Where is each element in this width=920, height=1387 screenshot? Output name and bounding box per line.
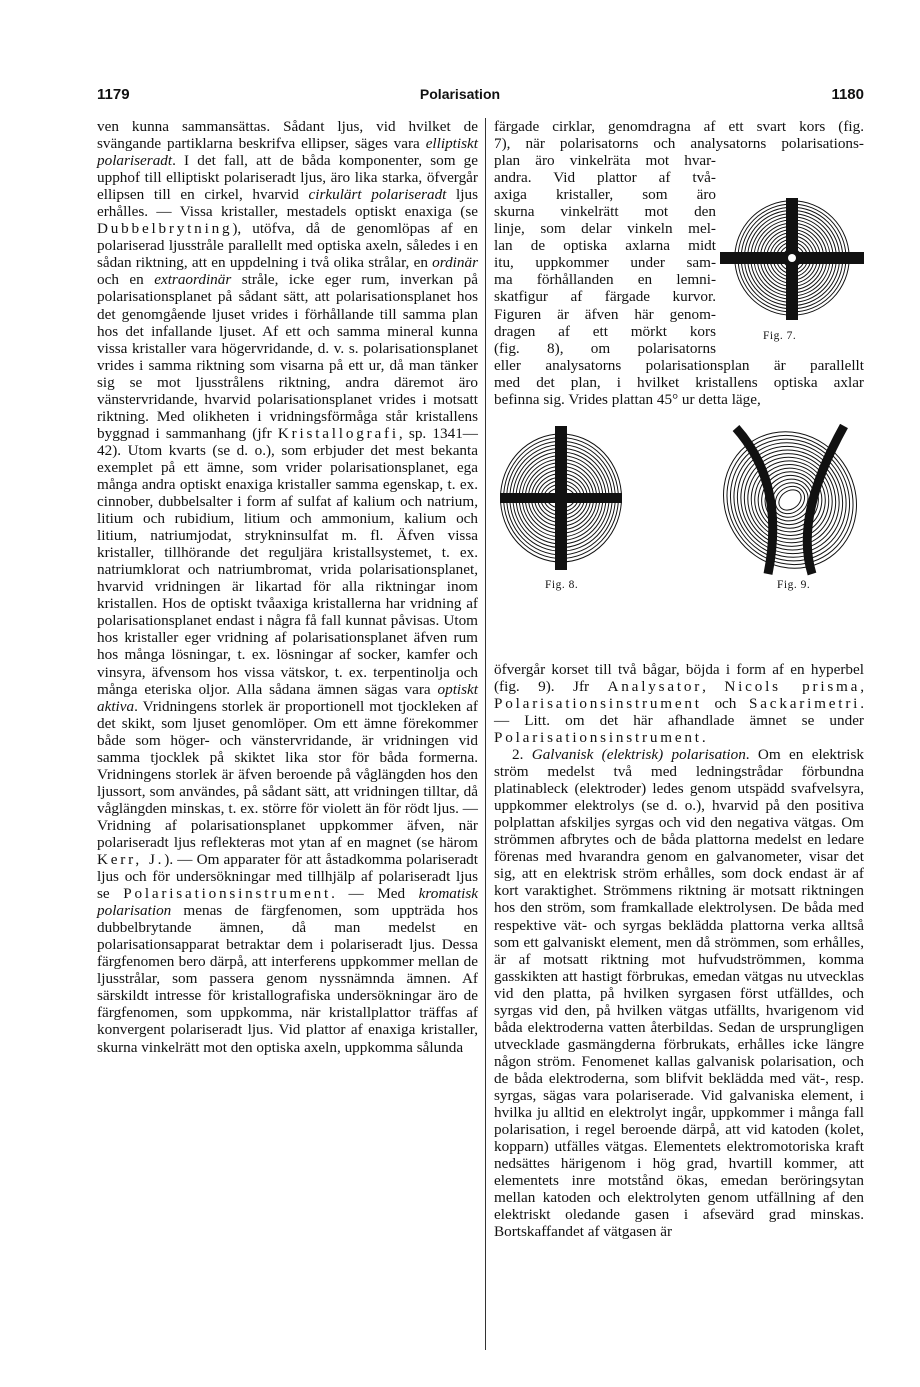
fig7-caption: Fig. 7. <box>763 330 797 342</box>
lemniscate-cross-icon <box>500 424 622 572</box>
text-run: . Om en elektrisk ström medelst två med ledningstrådar förbundna platinableck (elektroder) ledes genom utspädd svafvelsyra, uppkommer elektrolys (se d. o.), hvarvid på den positiva polplattan afskiljes syrgas och vid den negativa vätgas. Om strömmen afbrytes och de båda plattorna medelst en ledare förenas med hvarandra genom en galvanometer, visar det sig, att en elektrisk ström erhålles, som dock endast är af kort varaktighet. Strömmens riktning är motsatt riktningen hos den ström, som framkallade elektrolysen. De båda med respektive vät- och syrgas beklädda plattorna verka alltså som ett galvaniskt element, men då strömmen, som erhålles, är af motsatt riktning mot hufvudströmmen, komma gasskikten att hastigt förbrukas, emedan vätgas nu utvecklas vid den platta, på hvilken syrgasen först utfälldes, och syrgas vid den, på hvilken vätgas utfällts, hvarigenom vid båda elektroderna vatten återbildas. Sedan de ursprungligen utvecklade gasmängderna förbrukats, erhålles icke längre någon ström. Fenomenet kallas galvanisk polarisation, och de båda elektroderna, som blifvit beklädda med vät-, resp. syrgas, sägas vara polariserade. Vid galvaniska element, i hvilka ju alltid en elektrolyt ingår, uppkommer i många fall polarisation, i regel beroende därpå, att vid katoden (kolet, kopparn) utfälles vätgas. Elementets elektromotoriska kraft nedsättes härigenom i hög grad, hvartill kommer, att elementets inre motstånd ökas, emedan beröringsytan mellan katoden och elektrolyten genom utfällning af den elektriskt oledande gasen i afsevärd grad minskas. Bortskaffandet af vätgasen är <box>494 746 864 1241</box>
column-divider <box>485 118 486 1350</box>
page-number-left: 1179 <box>97 86 130 103</box>
right-column-bottom-text <box>494 661 864 1241</box>
lemniscate-hyperbola-icon <box>716 424 864 576</box>
text-line: befinna sig. Vrides plattan 45° ur detta läge, <box>494 390 761 408</box>
paragraph <box>494 661 864 746</box>
concentric-rings-cross-icon <box>718 196 866 326</box>
text-run: ven kunna sammansättas. Sådant ljus, vid hvilket de svängande partiklarna beskrifva ellipser, säges vara <box>97 118 478 153</box>
italic-text: Galvanisk (elektrisk) polarisation <box>531 746 746 764</box>
italic-text: elliptiskt polariseradt <box>97 135 478 170</box>
text-line: färgade cirklar, genomdragna af ett svart kors (fig. <box>494 118 864 135</box>
spaced-reference: Dubbelbrytning <box>97 220 233 238</box>
text-run: . I det fall, att de båda komponenter, som ge upphof till elliptiskt polariseradt ljus, äro lika starka, öfvergår ellipsen till en cirkel, hvarvid <box>97 152 478 204</box>
text-run: ), utöfva, då de genomlöpas af en polariserad ljusstråle parallellt med optiska axeln, således i en sådan riktning, att en uppdelning i två olika strålar, en <box>97 220 478 272</box>
text-run: stråle, icke eger rum, inverkan på polarisationsplanet på sådant sätt, att polarisationsplanet hos det genomgående ljuset vrides i förhållande till samma plan hos det infallande ljuset. Af ett och samma mineral kunna vissa kristaller vara högervridande, d. v. s. polarisationsplanet vrides i samma riktning som visarna på ett ur, då man tänker sig se mot ljusstrålens riktning, andra däremot äro vänstervridande, hvarvid polarisationsplanet vrides i motsatt riktning. Med olikheten i vridningsförmåga står kristallens byggnad i sammanhang (jfr <box>97 271 478 442</box>
text-line: skurna vinkelrätt mot den <box>494 203 716 221</box>
italic-text: kromatisk polarisation <box>97 885 478 920</box>
text-run: , <box>702 677 725 695</box>
text-run: och <box>701 694 749 712</box>
page-number-right: 1180 <box>831 86 864 103</box>
text-line: dragen af ett mörkt kors <box>494 322 716 340</box>
text-line: axiga kristaller, som äro <box>494 186 716 204</box>
spaced-reference: Polarisationsinstrument <box>494 694 702 712</box>
spaced-reference: Polarisationsinstrument <box>494 728 702 746</box>
fig9-caption: Fig. 9. <box>777 579 811 591</box>
spaced-reference: Kerr, J. <box>97 851 165 869</box>
text-line: Figuren är äfven här genom- <box>494 305 716 323</box>
text-run: . Vridningens storlek är proportionell mot tjockleken af det skikt, som ljuset genomlöper. Om ett ämne förekommer både som höger- och vänstervridande, är vridningen vid samma tjocklek på skiktet lika stor för båda formerna. Vridningens storlek är äfven beroende på våglängden hos den ljussort, som användes, på sådant sätt, att vridningen tilltar, då våglängden minskas, t. ex. större för violett än för rödt ljus. — Vridning af polarisationsplanet uppkommer äfven, när polariseradt ljus reflekteras mot ytan af en magnet (se härom <box>97 697 478 851</box>
text-run: 2. <box>512 746 532 764</box>
spaced-reference: Polarisationsinstrument <box>123 885 332 903</box>
italic-text: optiskt aktiva <box>97 680 478 715</box>
text-line: (fig. 8), om polarisatorns <box>494 339 716 357</box>
text-line: andra. Vid plattor af två- <box>494 169 716 187</box>
text-run: . — Litt. om det här afhandlade ämnet se under <box>494 694 864 729</box>
fig8-caption: Fig. 8. <box>545 579 579 591</box>
text-run: ljus erhålles. — Vissa kristaller, mestadels optiskt enaxiga (se <box>97 186 478 221</box>
text-run: , <box>860 677 865 695</box>
text-line: itu, uppkommer under sam- <box>494 254 716 272</box>
text-line: ma förhållanden en lemni- <box>494 271 716 289</box>
spaced-reference: Kristallografi <box>277 424 399 442</box>
spaced-reference: Analysator <box>607 677 703 695</box>
paragraph <box>97 118 478 1056</box>
text-line: lan de optiska axlarna midt <box>494 237 716 255</box>
text-line: med det plan, i hvilket kristallens optiska axlar <box>494 373 864 391</box>
text-line: linje, som delar vinkeln mel- <box>494 220 716 238</box>
text-run: öfvergår korset till två bågar, böjda i form af en hyperbel (fig. 9). Jfr <box>494 660 864 695</box>
text-run: . <box>701 728 706 746</box>
left-column <box>97 118 478 1056</box>
running-title: Polarisation <box>419 86 501 102</box>
italic-text: extraordinär <box>154 271 232 289</box>
text-line: plan äro vinkelräta mot hvar- <box>494 152 716 170</box>
text-run: och en <box>97 271 155 289</box>
text-line: 7), när polarisatorns och analysatorns polarisations- <box>494 135 864 153</box>
spaced-reference: Sackarimetri <box>749 694 861 712</box>
paragraph <box>494 746 864 1240</box>
text-run: , sp. 1341—42). Utom kvarts (se d. o.), som erbjuder det mest bekanta exemplet på ett ämne, som vrider polarisationsplanet, ega många andra optiskt enaxiga kristaller samma egenskap, t. ex. cinnober, dubbelsalter i form af sulfat af kalium och natrium, litium och rubidium, litium och ammonium, kalium och litium, natriumjodat, strykninsulfat m. fl. Äfven vissa kristaller, tillhörande det reguljära kristallsystemet, t. ex. natriumklorat och natriumbromat, vrida polarisationsplanet, hvarvid vridningen är likartad för alla riktningar inom kristallen. Hos de optiskt tvåaxiga kristallerna har vridning af polarisationsplanet endast i några få fall kunnat påvisas. Utom hos kristaller eger vridning af polarisationsplanet äfven rum hos många lösningar, t. ex. lösningar af socker, kamfer och vinsyra, äfvensom hos vissa vätskor, t. ex. terpentinolja och många eteriska oljor. Alla sådana ämnen sägas vara <box>97 424 478 698</box>
text-run: ). — Om apparater för att åstadkomma polariseradt ljus och för undersökningar med tillhjälp af polariseradt ljus se <box>97 851 478 903</box>
text-line: skatfigur af färgade kurvor. <box>494 288 716 306</box>
text-run: . — Med <box>331 885 419 903</box>
italic-text: ordinär <box>432 254 478 272</box>
italic-text: cirkulärt polariseradt <box>308 186 447 204</box>
text-line: eller analysatorns polarisationsplan är parallellt <box>494 356 864 374</box>
text-run: menas de färgfenomen, som uppträda hos dubbelbrytande ämnen, då man medelst en polarisationsapparat betraktar dem i polariseradt ljus. Dessa färgfenomen bero därpå, att interferens uppkommer mellan de ljusstrålar, som passera genom nyssnämnda ämnen. Af särskildt intresse för kristallografiska undersökningar äro de färgfenomen, som uppkomma, när kristallplattor träffas af konvergent polariseradt ljus. Vid plattor af enaxiga kristaller, skurna vinkelrätt mot den optiska axeln, uppkomma sålunda <box>97 902 478 1056</box>
spaced-reference: Nicols prisma <box>724 677 861 695</box>
